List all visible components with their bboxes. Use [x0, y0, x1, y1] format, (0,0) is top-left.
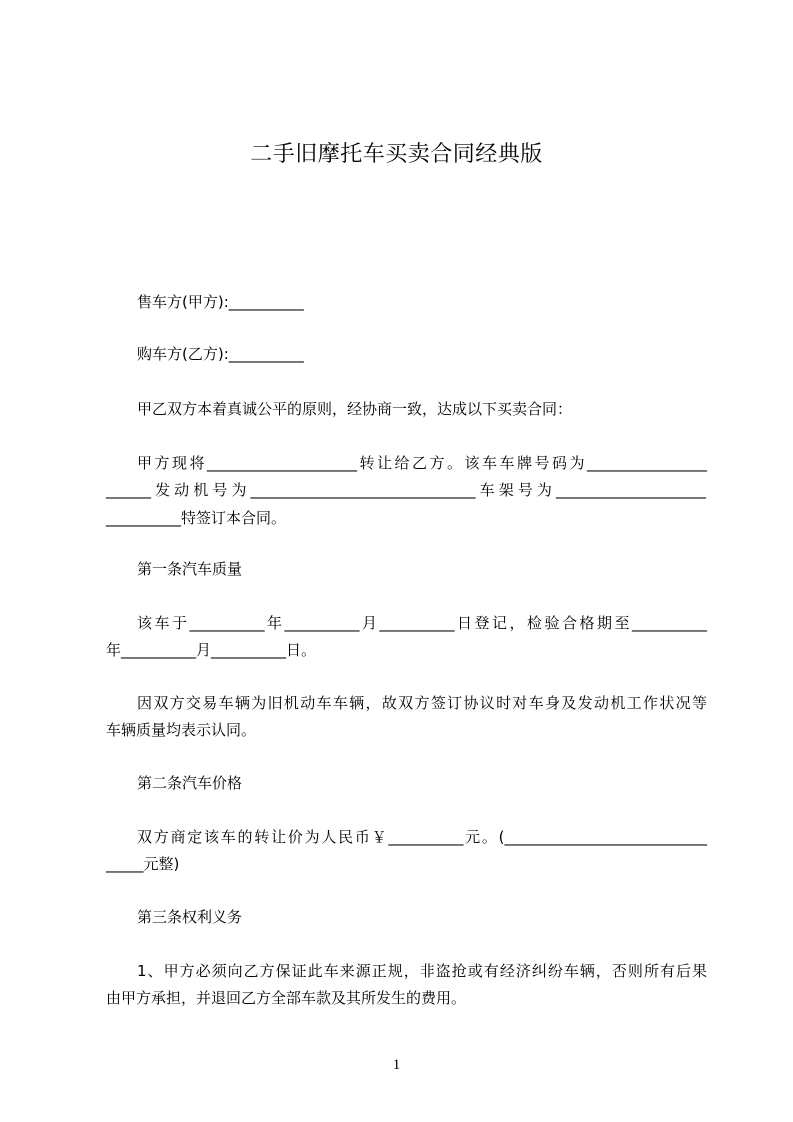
article-1-date-line-1: 该车于__________年__________月__________日登记，检验合格期至__________ — [137, 614, 707, 632]
article-1-paragraph-line-1: 因双方交易车辆为旧机动车车辆，故双方签订协议时对车身及发动机工作状况等 — [137, 694, 707, 712]
article-1-paragraph-line-2: 车辆质量均表示认同。 — [106, 721, 257, 739]
transfer-line-1: 甲方现将____________________转让给乙方。该车车牌号码为________________ — [137, 454, 707, 472]
article-3-heading: 第三条权利义务 — [137, 908, 243, 926]
article-1-date-line-2: 年__________月__________日。 — [106, 641, 317, 659]
article-3-item-1-line-2: 由甲方承担，并退回乙方全部车款及其所发生的费用。 — [106, 989, 467, 1007]
article-3-item-1-line-1: 1、甲方必须向乙方保证此车来源正规，非盗抢或有经济纠纷车辆，否则所有后果 — [137, 962, 707, 980]
document-title: 二手旧摩托车买卖合同经典版 — [250, 142, 543, 167]
transfer-line-3: __________特签订本合同。 — [106, 509, 287, 527]
article-1-heading: 第一条汽车质量 — [137, 560, 243, 578]
transfer-line-2: ______发动机号为______________________________车架号为____________________ — [106, 481, 706, 499]
article-2-price-line-2: _____元整) — [106, 855, 180, 873]
intro-paragraph: 甲乙双方本着真诚公平的原则，经协商一致，达成以下买卖合同： — [137, 400, 573, 418]
page-number: 1 — [392, 1057, 401, 1073]
article-2-price-line-1: 双方商定该车的转让价为人民币￥__________元。(___________________________ — [137, 828, 707, 846]
article-2-heading: 第二条汽车价格 — [137, 774, 243, 792]
buyer-line: 购车方(乙方):__________ — [137, 345, 304, 363]
seller-line: 售车方(甲方):__________ — [137, 293, 304, 311]
